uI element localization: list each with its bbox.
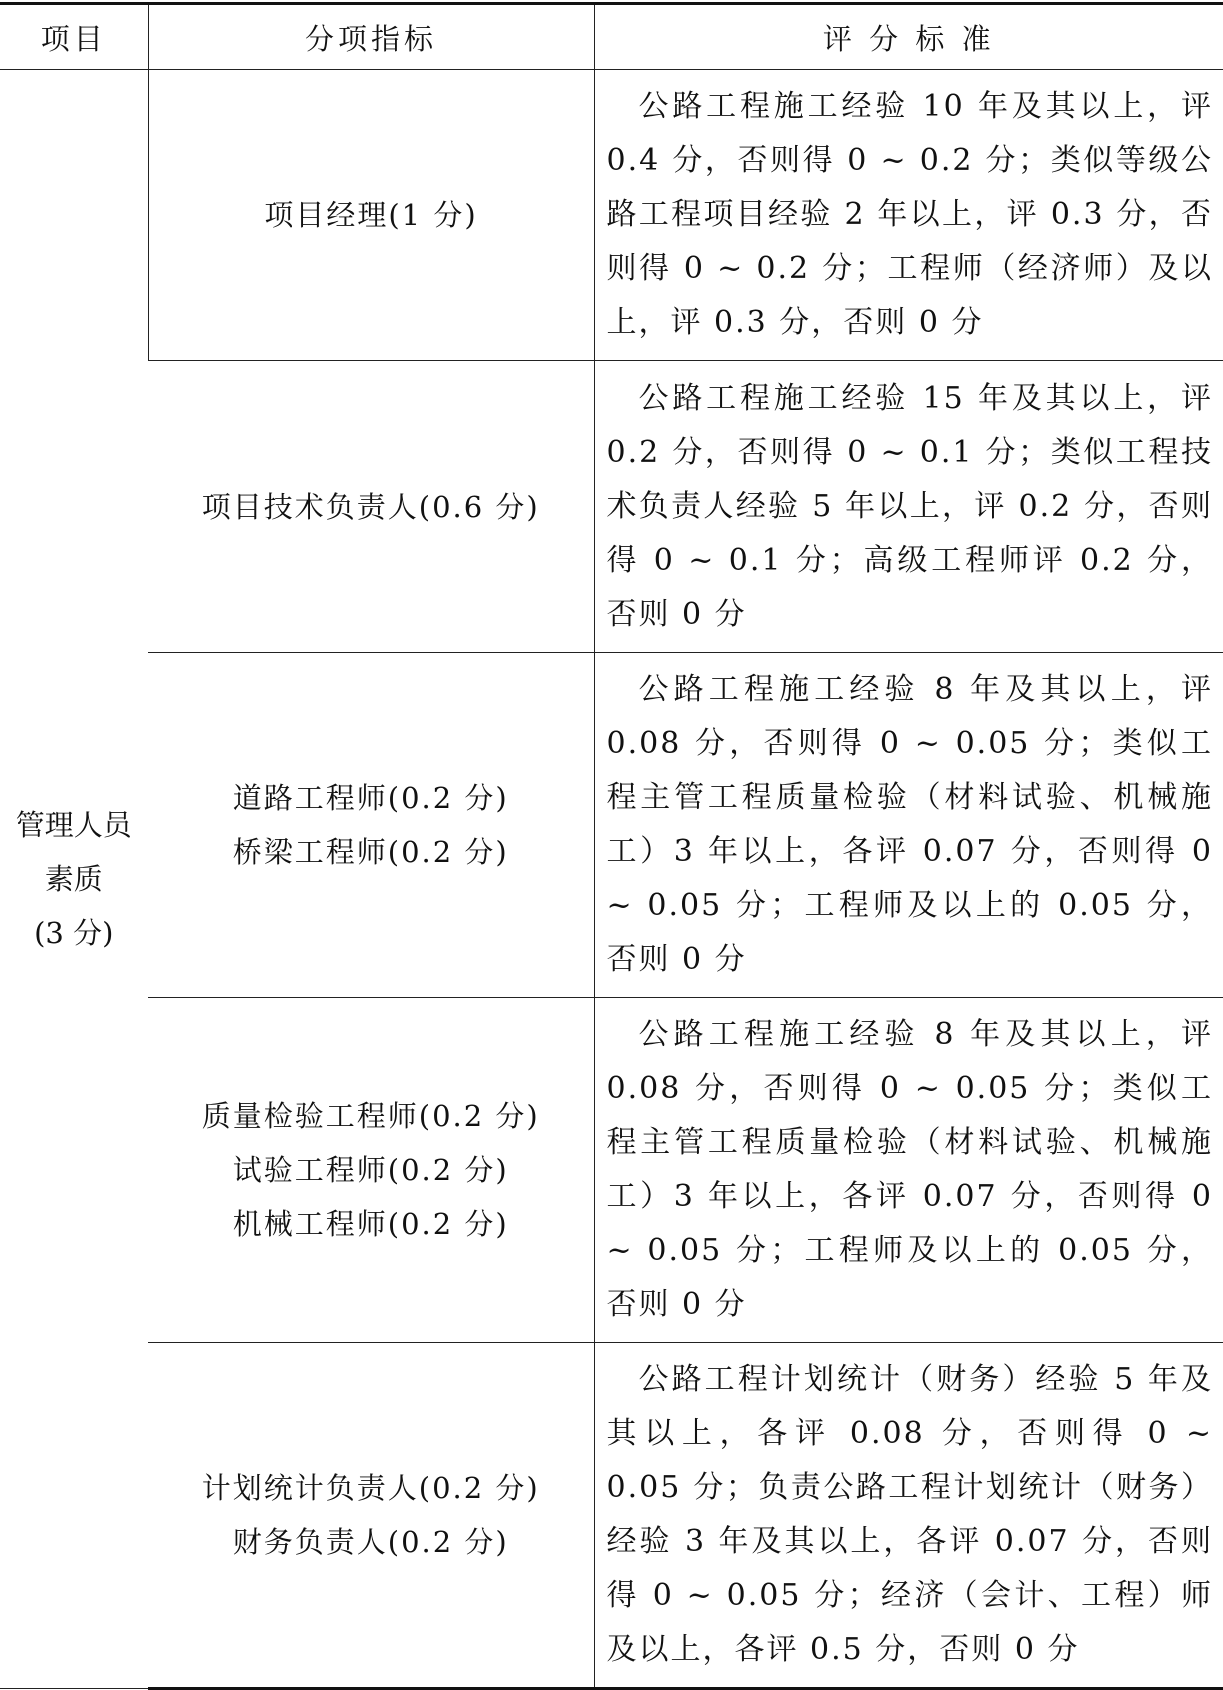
category-line: 管理人员 — [15, 808, 132, 842]
indicator-label: 项目技术负责人(0.6 分) — [201, 489, 540, 524]
indicator-label: 机械工程师(0.2 分) — [232, 1207, 509, 1241]
scoring-table — [0, 2, 1223, 1690]
criteria-text: 公路工程施工经验 8 年及其以上，评 0.08 分，否则得 0 ~ 0.05 分；类似工程主管工程质量检验（材料试验、机械施工）3 年以上，各评 0.07 分，否则得 0 ~ 0.05 分；工程师及以上的 0.05 分，否则 0 分 — [606, 1017, 1213, 1322]
indicator-label: 试验工程师(0.2 分) — [232, 1153, 509, 1187]
criteria-cell — [594, 998, 1223, 1343]
header-indicator: 分项指标 — [148, 4, 594, 70]
criteria-cell — [594, 361, 1223, 653]
indicator-label: 项目经理(1 分) — [264, 198, 478, 232]
header-item: 项目 — [0, 4, 148, 70]
table-row — [0, 1343, 1223, 1689]
indicator-label: 财务负责人(0.2 分) — [232, 1525, 509, 1559]
criteria-text: 公路工程施工经验 15 年及其以上，评 0.2 分，否则得 0 ~ 0.1 分；类似工程技术负责人经验 5 年以上，评 0.2 分，否则得 0 ~ 0.1 分；高级工程师评 0.2 分，否则 0 分 — [606, 380, 1213, 632]
criteria-cell — [594, 1343, 1223, 1689]
criteria-text: 公路工程施工经验 8 年及其以上，评 0.08 分，否则得 0 ~ 0.05 分；类似工程主管工程质量检验（材料试验、机械施工）3 年以上，各评 0.07 分，否则得 0 ~ 0.05 分；工程师及以上的 0.05 分，否则 0 分 — [606, 672, 1213, 977]
category-score: (3 分) — [34, 916, 114, 950]
indicator-cell — [148, 998, 594, 1343]
table-row — [0, 998, 1223, 1343]
indicator-cell — [148, 70, 594, 361]
criteria-cell — [594, 70, 1223, 361]
indicator-cell — [148, 653, 594, 998]
indicator-label: 道路工程师(0.2 分) — [232, 781, 509, 815]
header-criteria: 评 分 标 准 — [594, 4, 1223, 70]
table-row — [0, 653, 1223, 998]
table-row — [0, 70, 1223, 361]
indicator-cell — [148, 1343, 594, 1689]
indicator-label: 质量检验工程师(0.2 分) — [201, 1099, 540, 1133]
indicator-label: 桥梁工程师(0.2 分) — [232, 835, 509, 869]
table-header-row — [0, 4, 1223, 70]
indicator-label: 计划统计负责人(0.2 分) — [201, 1471, 540, 1505]
criteria-text: 公路工程计划统计（财务）经验 5 年及其以上，各评 0.08 分，否则得 0 ~ 0.05 分；负责公路工程计划统计（财务）经验 3 年及其以上，各评 0.07 分，否则得 0 ~ 0.05 分；经济（会计、工程）师及以上，各评 0.5 分，否则 0 分 — [606, 1362, 1213, 1667]
table-row — [0, 361, 1223, 653]
category-cell — [0, 70, 148, 1689]
category-line: 素质 — [44, 862, 103, 896]
criteria-text: 公路工程施工经验 10 年及其以上，评 0.4 分，否则得 0 ~ 0.2 分；类似等级公路工程项目经验 2 年以上，评 0.3 分，否则得 0 ~ 0.2 分；工程师（经济师）及以上，评 0.3 分，否则 0 分 — [606, 89, 1213, 340]
indicator-cell — [148, 361, 594, 653]
criteria-cell — [594, 653, 1223, 998]
